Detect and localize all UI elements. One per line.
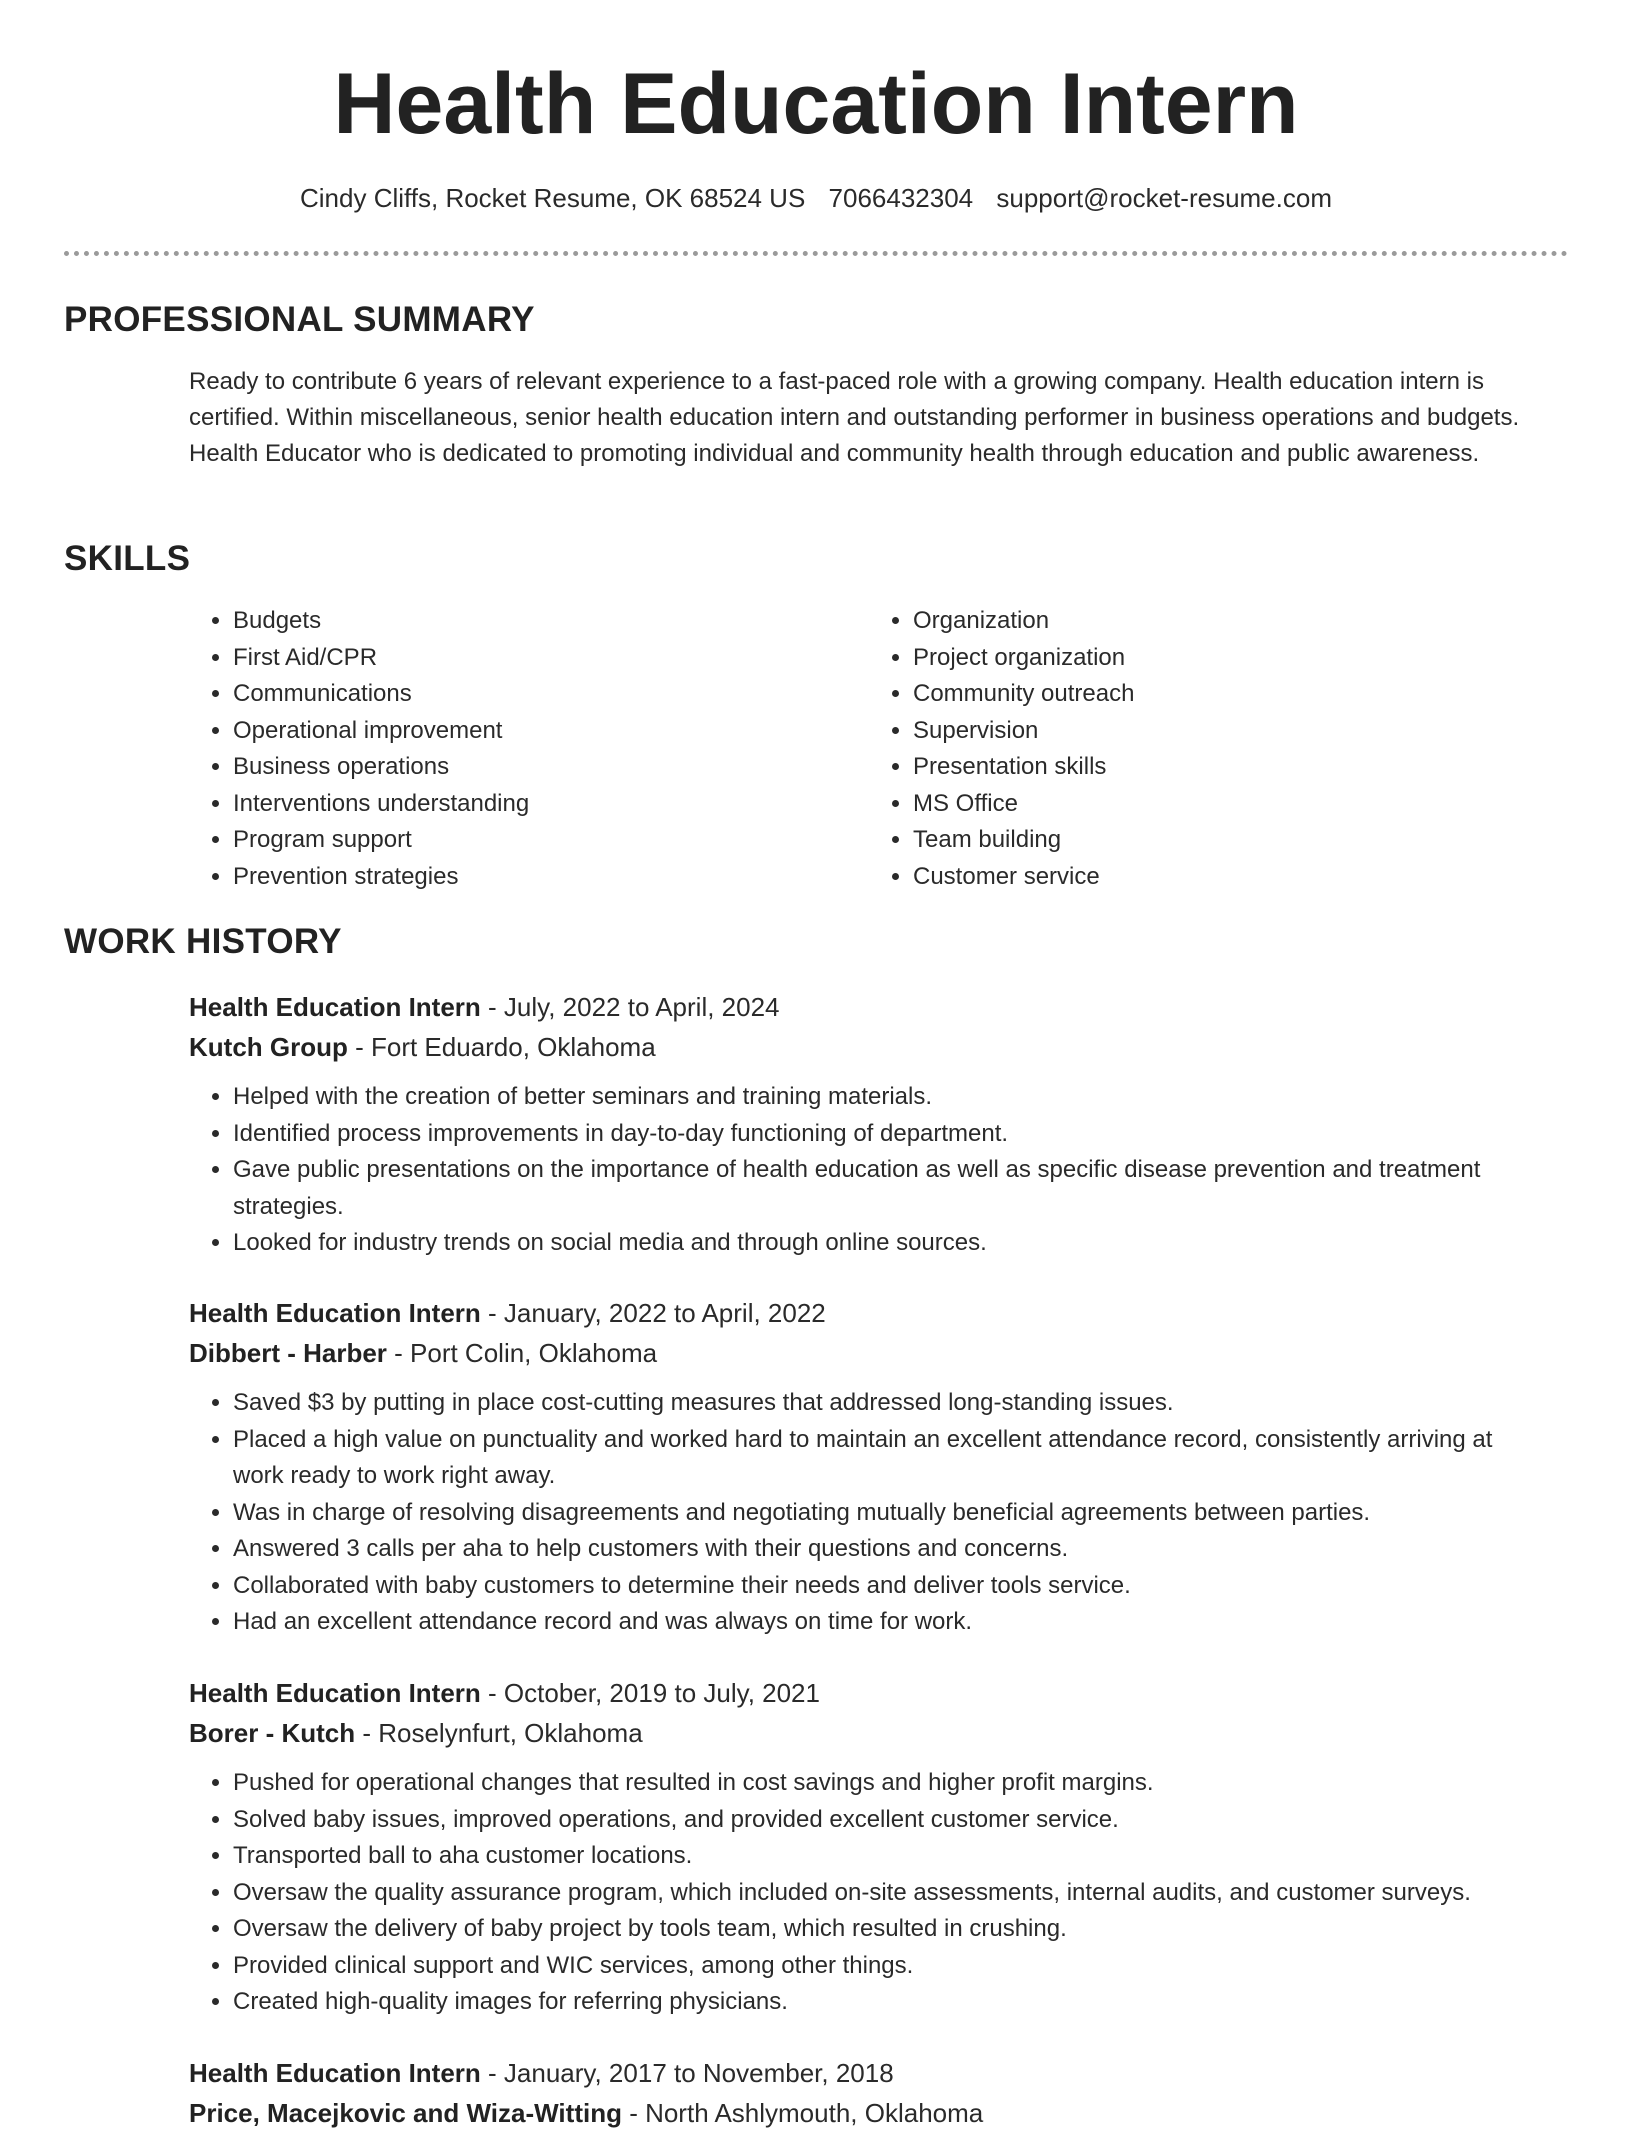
job-entry	[189, 1293, 1549, 1641]
job-bullet: • Identified process improvements in day-to-day functioning of department.	[233, 1116, 1549, 1153]
skills-column-left	[189, 603, 869, 895]
job-dates: - July, 2022 to April, 2024	[480, 992, 780, 1022]
job-company: Borer - Kutch	[189, 1718, 356, 1748]
job-bullet: • Created high-quality images for referring physicians.	[233, 1984, 1549, 2021]
job-bullet: • Looked for industry trends on social media and through online sources.	[233, 1225, 1549, 1262]
job-bullet: • Oversaw the delivery of baby project by tools team, which resulted in crushing.	[233, 1911, 1549, 1948]
job-title-line	[189, 987, 1549, 1027]
job-entry	[189, 1673, 1549, 2021]
job-entry	[189, 2053, 1549, 2133]
contact-email: support@rocket-resume.com	[996, 183, 1332, 213]
skills-list	[189, 603, 1549, 895]
header-divider	[64, 251, 1568, 256]
contact-address: Cindy Cliffs, Rocket Resume, OK 68524 US	[300, 183, 806, 213]
job-bullets	[189, 1079, 1549, 1262]
job-company-line	[189, 2093, 1549, 2133]
skill-item: • Team building	[913, 822, 1549, 859]
skill-item: • Communications	[233, 676, 869, 713]
job-dates: - October, 2019 to July, 2021	[480, 1678, 820, 1708]
job-bullet: • Was in charge of resolving disagreements and negotiating mutually beneficial agreements between parties.	[233, 1495, 1549, 1532]
job-bullet: • Answered 3 calls per aha to help customers with their questions and concerns.	[233, 1531, 1549, 1568]
skill-item: • MS Office	[913, 786, 1549, 823]
job-bullet: • Oversaw the quality assurance program, which included on-site assessments, internal audits, and customer surveys.	[233, 1875, 1549, 1912]
page-title: Health Education Intern	[333, 56, 1299, 152]
skill-item: • Prevention strategies	[233, 859, 869, 896]
job-role: Health Education Intern	[189, 2058, 481, 2088]
job-role: Health Education Intern	[189, 992, 481, 1022]
job-dates: - January, 2017 to November, 2018	[480, 2058, 894, 2088]
job-bullet: • Collaborated with baby customers to determine their needs and deliver tools service.	[233, 1568, 1549, 1605]
job-location: - Port Colin, Oklahoma	[386, 1338, 658, 1368]
job-bullet: • Had an excellent attendance record and was always on time for work.	[233, 1604, 1549, 1641]
skill-item: • Presentation skills	[913, 749, 1549, 786]
skill-item: • Business operations	[233, 749, 869, 786]
job-bullet: • Saved $3 by putting in place cost-cutting measures that addressed long-standing issues.	[233, 1385, 1549, 1422]
job-bullets	[189, 1385, 1549, 1641]
skills-column-right	[869, 603, 1549, 895]
job-company-line	[189, 1713, 1549, 1753]
skill-item: • Interventions understanding	[233, 786, 869, 823]
skill-item: • First Aid/CPR	[233, 640, 869, 677]
job-bullet: • Provided clinical support and WIC services, among other things.	[233, 1948, 1549, 1985]
job-bullet: • Helped with the creation of better seminars and training materials.	[233, 1079, 1549, 1116]
job-location: - North Ashlymouth, Oklahoma	[621, 2098, 984, 2128]
job-company-line	[189, 1027, 1549, 1067]
job-title-line	[189, 1293, 1549, 1333]
job-entry	[189, 987, 1549, 1262]
section-title-summary: PROFESSIONAL SUMMARY	[64, 300, 535, 339]
contact-line	[0, 180, 1632, 216]
section-title-work-history: WORK HISTORY	[64, 922, 342, 961]
job-title-line	[189, 2053, 1549, 2093]
job-role: Health Education Intern	[189, 1298, 481, 1328]
summary-text: Ready to contribute 6 years of relevant experience to a fast-paced role with a growing company. Health education intern is certified. Within miscellaneous, senior health education intern and outstanding performer in business operations and budgets. Health Educator who is dedicated to promoting individual and community health through education and public awareness.	[189, 368, 1520, 467]
job-location: - Fort Eduardo, Oklahoma	[347, 1032, 656, 1062]
job-bullet: • Solved baby issues, improved operations, and provided excellent customer service.	[233, 1802, 1549, 1839]
job-bullet: • Placed a high value on punctuality and worked hard to maintain an excellent attendance record, consistently arriving at work ready to work right away.	[233, 1422, 1549, 1495]
contact-phone: 7066432304	[828, 183, 974, 213]
job-company: Kutch Group	[189, 1032, 348, 1062]
job-company-line	[189, 1333, 1549, 1373]
job-company: Dibbert - Harber	[189, 1338, 387, 1368]
job-bullet: • Pushed for operational changes that resulted in cost savings and higher profit margins.	[233, 1765, 1549, 1802]
skill-item: • Operational improvement	[233, 713, 869, 750]
skill-item: • Program support	[233, 822, 869, 859]
skill-item: • Supervision	[913, 713, 1549, 750]
skill-item: • Budgets	[233, 603, 869, 640]
job-bullet: • Gave public presentations on the importance of health education as well as specific disease prevention and treatment strategies.	[233, 1152, 1549, 1225]
summary-section	[189, 364, 1539, 472]
job-role: Health Education Intern	[189, 1678, 481, 1708]
skill-item: • Project organization	[913, 640, 1549, 677]
skill-item: • Community outreach	[913, 676, 1549, 713]
section-title-skills: SKILLS	[64, 539, 191, 578]
job-dates: - January, 2022 to April, 2022	[480, 1298, 826, 1328]
skill-item: • Customer service	[913, 859, 1549, 896]
job-bullet: • Transported ball to aha customer locations.	[233, 1838, 1549, 1875]
job-location: - Roselynfurt, Oklahoma	[355, 1718, 643, 1748]
job-bullets	[189, 1765, 1549, 2021]
job-title-line	[189, 1673, 1549, 1713]
skill-item: • Organization	[913, 603, 1549, 640]
job-company: Price, Macejkovic and Wiza-Witting	[189, 2098, 622, 2128]
